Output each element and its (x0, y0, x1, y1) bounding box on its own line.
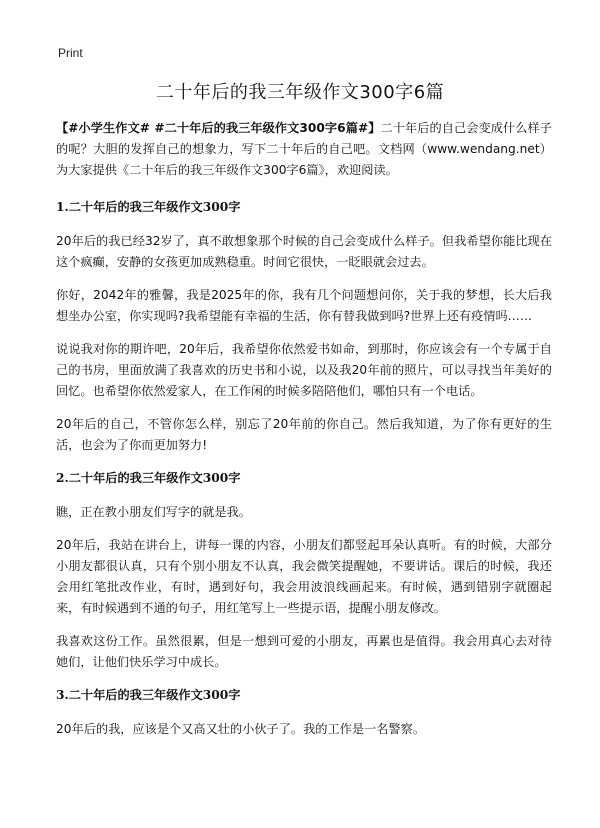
section-1-paragraph-3: 说说我对你的期许吧，20年后，我希望你依然爱书如命，到那时，你应该会有一个专属于自己的书房，里面放满了我喜欢的历史书和小说，以及我20年前的照片，可以寻找当年美好的回忆。也希望你依然爱家人，在工作闲的时候多陪陪他们，哪怕只有一个电话。 (56, 342, 552, 398)
section-1-heading: 1.二十年后的我三年级作文300字 (56, 200, 241, 214)
section-1-paragraph-4: 20年后的自己，不管你怎么样，别忘了20年前的你自己。然后我知道，为了你有更好的生活，也会为了你而更加努力! (56, 417, 552, 452)
page-title: 二十年后的我三年级作文300字6篇 (155, 82, 445, 103)
section-3-paragraph-1: 20年后的我，应该是个又高又壮的小伙子了。我的工作是一名警察。 (56, 722, 425, 736)
article-body (56, 118, 552, 752)
section-1-paragraph-2: 你好，2042年的雅馨，我是2025年的你，我有几个问题想问你，关于我的梦想，长大后我想坐办公室，你实现吗?我希望能有幸福的生活，你有替我做到吗?世界上还有疫情吗…… (56, 288, 552, 323)
intro-paragraph (56, 118, 552, 181)
intro-text: 二十年后的自己会变成什么样子的呢？大胆的发挥自己的想象力，写下二十年后的自己吧。文档网（www.wendang.net）为大家提供《二十年后的我三年级作文300字6篇》，欢迎阅读。 (56, 121, 552, 177)
intro-tags: 【#小学生作文# #二十年后的我三年级作文300字6篇#】 (56, 121, 381, 135)
section-1-paragraph-1: 20年后的我已经32岁了，真不敢想象那个时候的自己会变成什么样子。但我希望你能比现在这个疯癫，安静的女孩更加成熟稳重。时间它很快，一眨眼就会过去。 (56, 234, 552, 269)
print-label: Print (58, 46, 83, 60)
section-2-paragraph-1: 瞧，正在教小朋友们写字的就是我。 (56, 505, 251, 519)
section-2-paragraph-3: 我喜欢这份工作。虽然很累，但是一想到可爱的小朋友，再累也是值得。我会用真心去对待她们，让他们快乐学习中成长。 (56, 634, 552, 669)
section-2-heading: 2.二十年后的我三年级作文300字 (56, 471, 241, 485)
section-2-paragraph-2: 20年后，我站在讲台上，讲每一课的内容，小朋友们都竖起耳朵认真听。有的时候，大部分小朋友都很认真，只有个别小朋友不认真，我会微笑提醒她，不要讲话。课后的时候，我还会用红笔批改作业，有时，遇到好句，我会用波浪线画起来。有时候，遇到错别字就圈起来，有时候遇到不通的句子，用红笔写上一些提示语，提醒小朋友修改。 (56, 538, 552, 615)
section-3-heading: 3.二十年后的我三年级作文300字 (56, 688, 241, 702)
